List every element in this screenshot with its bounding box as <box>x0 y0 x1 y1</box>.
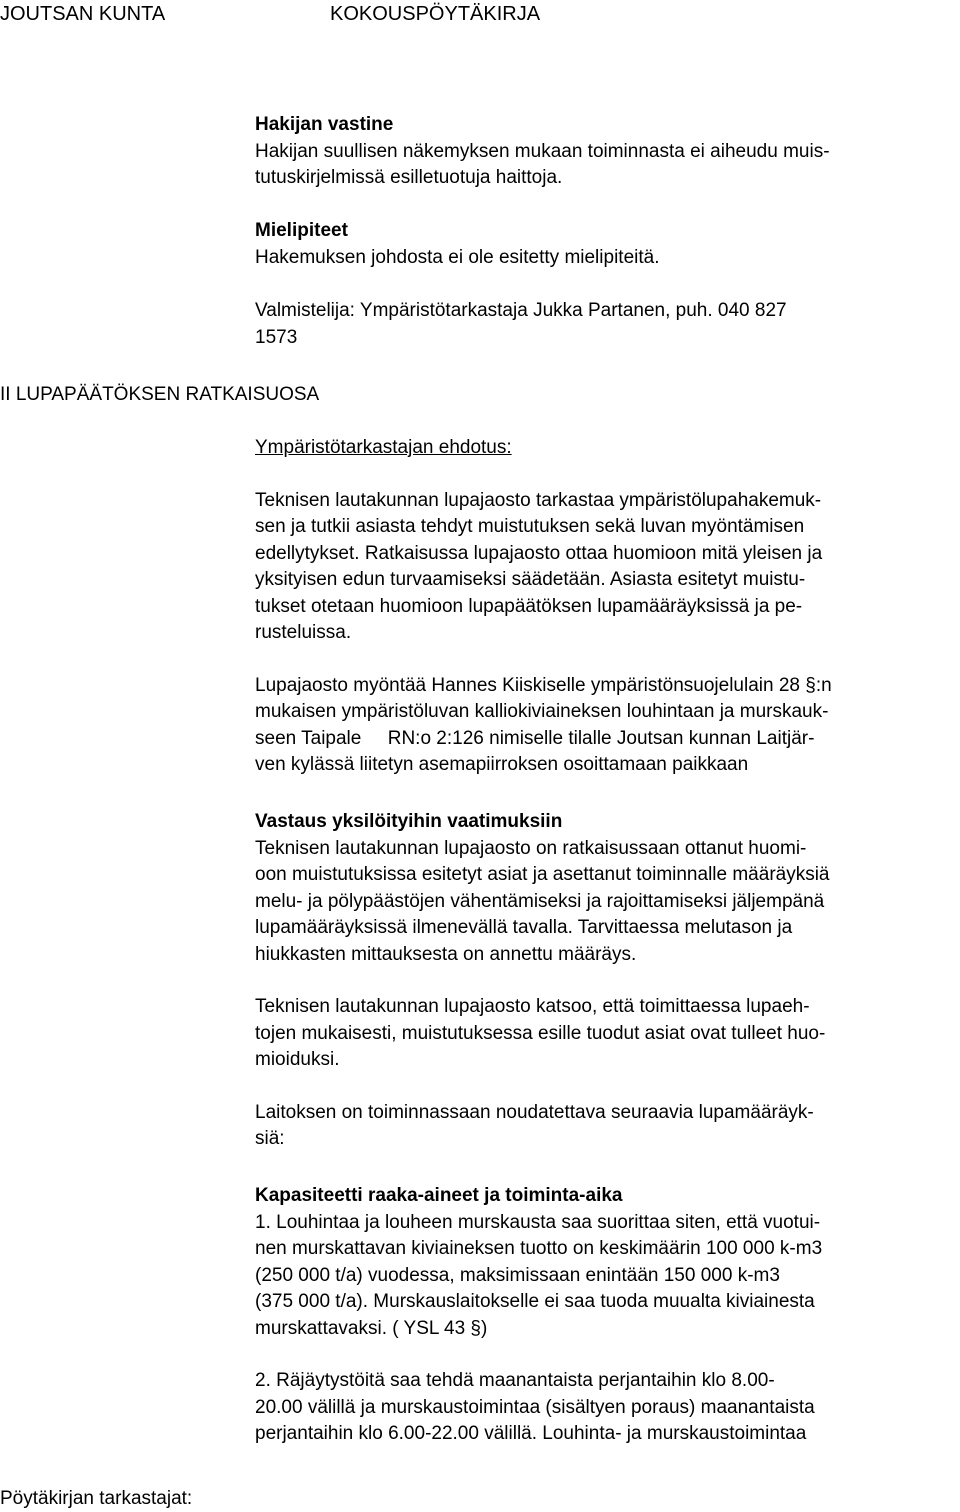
section-valmistelija <box>255 298 955 351</box>
mielipiteet-heading: Mielipiteet <box>255 220 348 241</box>
text-line: nen murskattavan kiviaineksen tuotto on keskimäärin 100 000 k-m3 <box>255 1238 823 1259</box>
organization-name: JOUTSAN KUNTA <box>0 3 166 25</box>
text-line: 2. Räjäytystöitä saa tehdä maanantaista perjantaihin klo 8.00- <box>255 1370 775 1391</box>
section-vastaus <box>255 809 955 1153</box>
text-line: hiukkasten mittauksesta on annettu määräys. <box>255 943 637 965</box>
text-line: yksityisen edun turvaamiseksi säädetään. Asiasta esitetyt muistu- <box>255 569 806 590</box>
kapasiteetti-heading: Kapasiteetti raaka-aineet ja toiminta-aika <box>255 1185 623 1206</box>
section-hakijan-vastine <box>255 112 955 192</box>
hakijan-vastine-heading: Hakijan vastine <box>255 114 394 135</box>
text-line: mioiduksi. <box>255 1049 340 1070</box>
text-line: sen ja tutkii asiasta tehdyt muistutuksen sekä luvan myöntämisen <box>255 516 805 537</box>
text-line: tukset otetaan huomioon lupapäätöksen lupamääräyksissä ja pe- <box>255 595 803 617</box>
text-line: Valmistelija: Ympäristötarkastaja Jukka Partanen, puh. 040 827 <box>255 300 787 321</box>
vastaus-heading: Vastaus yksilöityihin vaatimuksiin <box>255 811 563 832</box>
text-line: Hakemuksen johdosta ei ole esitetty mielipiteitä. <box>255 246 660 268</box>
text-line: Lupajaosto myöntää Hannes Kiiskiselle ympäristönsuojelulain 28 §:n <box>255 674 832 696</box>
text-line: melu- ja pölypäästöjen vähentämiseksi ja rajoittamiseksi jäljempänä <box>255 890 825 912</box>
text-line: seen Taipale RN:o 2:126 nimiselle tilalle Joutsan kunnan Laitjär- <box>255 727 815 749</box>
text-line: lupamääräyksissä ilmenevällä tavalla. Tarvittaessa melutason ja <box>255 917 793 938</box>
ehdotus-heading: Ympäristötarkastajan ehdotus: <box>255 437 512 458</box>
text-line: Teknisen lautakunnan lupajaosto katsoo, että toimittaessa lupaeh- <box>255 996 810 1017</box>
text-line: (250 000 t/a) vuodessa, maksimissaan enintään 150 000 k-m3 <box>255 1264 780 1286</box>
text-line: 1573 <box>255 326 298 348</box>
section-mielipiteet <box>255 218 955 271</box>
text-line: siä: <box>255 1128 285 1149</box>
text-line: oon muistutuksissa esitetyt asiat ja asettanut toiminnalle määräyksiä <box>255 864 830 885</box>
section-kapasiteetti <box>255 1183 955 1448</box>
text-line: tojen mukaisesti, muistutuksessa esille tuodut asiat ovat tulleet huo- <box>255 1022 826 1044</box>
text-line: 20.00 välillä ja murskaustoimintaa (sisältyen poraus) maanantaista <box>255 1396 815 1418</box>
text-line: perjantaihin klo 6.00-22.00 välillä. Louhinta- ja murskaustoimintaa <box>255 1423 807 1444</box>
document-type: KOKOUSPÖYTÄKIRJA <box>330 3 541 25</box>
text-line: Teknisen lautakunnan lupajaosto on ratkaisussaan ottanut huomi- <box>255 837 807 859</box>
text-line: murskattavaksi. ( YSL 43 §) <box>255 1317 488 1339</box>
section-ehdotus <box>255 435 955 779</box>
text-line: Teknisen lautakunnan lupajaosto tarkastaa ympäristölupahakemuk- <box>255 489 822 511</box>
text-line: Laitoksen on toiminnassaan noudatettava seuraavia lupamääräyk- <box>255 1101 814 1123</box>
text-line: edellytykset. Ratkaisussa lupajaosto ottaa huomioon mitä yleisen ja <box>255 542 823 564</box>
section-title: II LUPAPÄÄTÖKSEN RATKAISUOSA <box>0 384 320 405</box>
text-line: mukaisen ympäristöluvan kalliokiviaineksen louhintaan ja murskauk- <box>255 701 829 722</box>
text-line: tutuskirjelmissä esilletuotuja haittoja. <box>255 167 563 188</box>
text-line: 1. Louhintaa ja louheen murskausta saa suorittaa siten, että vuotui- <box>255 1211 821 1233</box>
text-line: (375 000 t/a). Murskauslaitokselle ei saa tuoda muualta kiviainesta <box>255 1291 815 1312</box>
text-line: ven kylässä liitetyn asemapiirroksen osoittamaan paikkaan <box>255 754 749 775</box>
text-line: Hakijan suullisen näkemyksen mukaan toiminnasta ei aiheudu muis- <box>255 140 830 162</box>
text-line: rusteluissa. <box>255 622 352 643</box>
footer-label: Pöytäkirjan tarkastajat: <box>0 1488 193 1509</box>
